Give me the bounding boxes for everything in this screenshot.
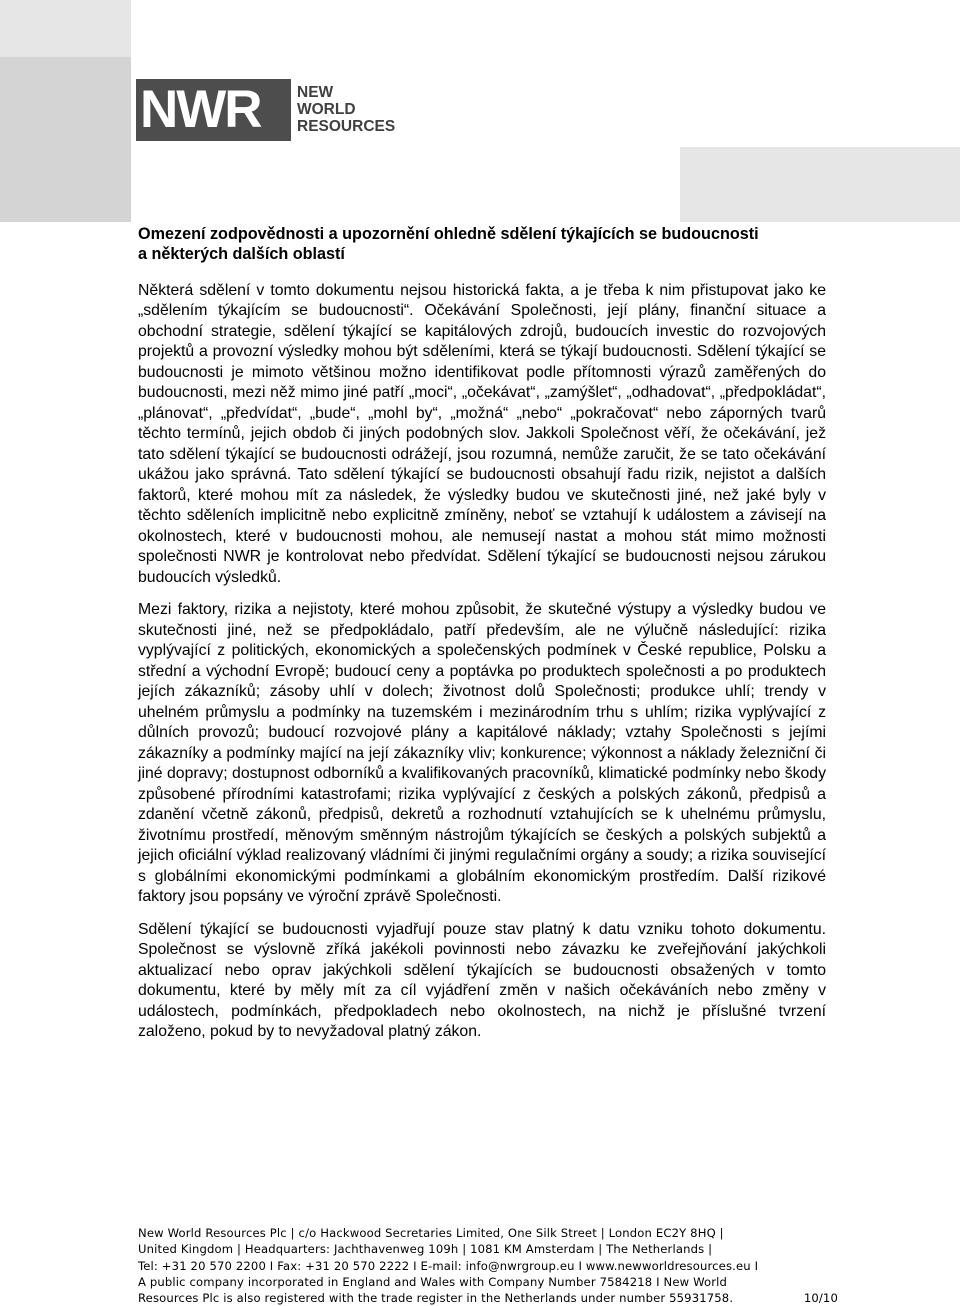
decorative-gray-block-right — [680, 147, 960, 222]
paragraph-no-obligation: Sdělení týkající se budoucnosti vyjadřují pouze stav platný k datu vzniku tohoto dokumentu. Společnost se výslovně zříká jakékoli povinnosti nebo závazku ke zveřejňování jakýchkoli aktualizací nebo oprav jakýchkoli sdělení týkajících se budoucnosti obsažených v tomto dokumentu, které by měly mít za cíl vyjádření změn v našich očekáváních nebo změny v událostech, podmínkách, předpokladech nebo okolnostech, na nichž je příslušné tvrzení založeno, pokud by to nevyžadoval platný zákon. — [138, 920, 826, 1041]
page-footer — [138, 1225, 838, 1306]
footer-line-2: United Kingdom | Headquarters: Jachthavenweg 109h | 1081 KM Amsterdam | The Netherlands | — [138, 1242, 713, 1257]
logo-wordmark — [297, 84, 395, 135]
logo-letters: NWR — [140, 80, 261, 139]
nwr-logo — [136, 79, 406, 141]
footer-line-5 — [138, 1290, 838, 1306]
paragraph-forward-looking: Některá sdělení v tomto dokumentu nejsou historická fakta, a je třeba k nim přistupovat jako ke „sdělením týkajícím se budoucnosti“. Očekávání Společnosti, její plány, finanční situace a obchodní strategie, sdělení týkající se kapitálových zdrojů, budoucích investic do rozvojových projektů a provozní výsledky mohou být sděleními, která se týkají budoucnosti. Sdělení týkající se budoucnosti je mimoto většinou možno identifikovat podle přítomnosti výrazů zaměřených do budoucnosti, mezi něž mimo jiné patří „moci“, „očekávat“, „zamýšlet“, „odhadovat“, „předpokládat“, „plánovat“, „předvídat“, „bude“, „mohl by“, „možná“ „nebo“ „pokračovat“ nebo záporných tvarů těchto termínů, jejich obdob či jiných podobných slov. Jakkoli Společnost věří, že očekávání, jež tato sdělení týkající se budoucnosti odrážejí, jsou rozumná, nemůže zaručit, že se tato očekávání ukážou jako správná. Tato sdělení týkající se budoucnosti obsahují řadu rizik, nejistot a dalších faktorů, které mohou mít za následek, že výsledky budou ve skutečnosti jiné, než jaké byly v těchto sděleních implicitně nebo explicitně zmíněny, neboť se vztahují k událostem a závisejí na okolnostech, které v budoucnosti mohou, ale nemusejí nastat a mohou stát mimo možnosti společnosti NWR je kontrolovat nebo předvídat. Sdělení týkající se budoucnosti nejsou zárukou budoucích výsledků. — [138, 281, 826, 586]
heading-line-1: Omezení zodpovědnosti a upozornění ohledně sdělení týkajících se budoucnosti — [138, 225, 759, 243]
page-number: 10/10 — [803, 1291, 838, 1306]
footer-line-5-text: Resources Plc is also registered with the trade register in the Netherlands under number 55931758. — [138, 1291, 734, 1306]
footer-line-3: Tel: +31 20 570 2200 I Fax: +31 20 570 2222 I E-mail: info@nwrgroup.eu I www.newworldresources.eu I — [138, 1258, 759, 1273]
section-heading — [138, 224, 826, 265]
logo-mark — [136, 79, 291, 141]
logo-line-3: RESOURCES — [297, 118, 396, 135]
decorative-light-block-left — [0, 0, 131, 57]
paragraph-risk-factors: Mezi faktory, rizika a nejistoty, které mohou způsobit, že skutečné výstupy a výsledky budou ve skutečnosti jiné, než se předpokládalo, patří především, ale ne výlučně následující: rizika vyplývající z politických, ekonomických a společenských podmínek v České republice, Polsku a střední a východní Evropě; budoucí ceny a poptávka po produktech společnosti a po produktech jejích zákazníků; zásoby uhlí v dolech; životnost dolů Společnosti; produkce uhlí; trendy v uhelném průmyslu a podmínky na tuzemském i mezinárodním trhu s uhlím; rizika vyplývající z důlních provozů; budoucí rozvojové plány a kapitálové náklady; vztahy Společnosti s jejími zákazníky a podmínky mající na její zákazníky vliv; konkurence; výkonnost a náklady železniční či jiné dopravy; dostupnost odborníků a kvalifikovaných pracovníků, klimatické podmínky nebo škody způsobené přírodními katastrofami; rizika vyplývající z českých a polských zákonů, předpisů a zdanění včetně zákonů, předpisů, dekretů a rozhodnutí vztahujících se k uhelnému průmyslu, životnímu prostředí, měnovým směnným nástrojům týkajících se českých a polských subjektů a jejich oficiální výklad realizovaný vládními či jinými regulačními orgány a soudy; a rizika související s globálními ekonomickými podmínkami a globálním ekonomickým prostředím. Další rizikové faktory jsou popsány ve výroční zprávě Společnosti. — [138, 601, 826, 906]
heading-line-2: a některých dalších oblastí — [138, 245, 345, 264]
footer-line-4: A public company incorporated in England and Wales with Company Number 7584218 I New World — [138, 1274, 728, 1289]
footer-line-1: New World Resources Plc | c/o Hackwood Secretaries Limited, One Silk Street | London EC2Y 8HQ | — [138, 1226, 724, 1240]
logo-line-2: WORLD — [297, 101, 356, 118]
logo-line-1: NEW — [297, 84, 334, 101]
document-body — [138, 224, 826, 1055]
